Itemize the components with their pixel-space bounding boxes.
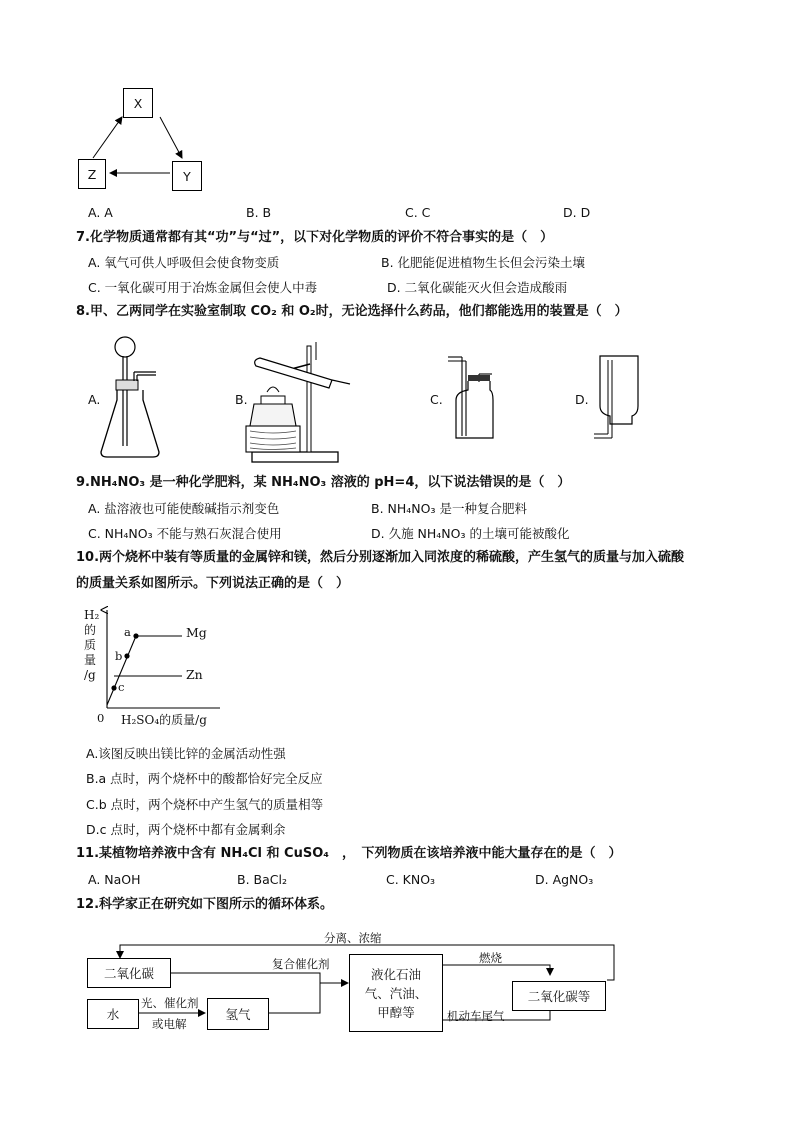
q10-point-b xyxy=(124,653,129,658)
q12-box-fuels-line3: 甲醇等 xyxy=(377,1004,415,1020)
q10-y-label-2: 的 xyxy=(84,623,97,637)
q12-box-co2-etc-label: 二氧化碳等 xyxy=(527,989,591,1004)
q12-box-hydrogen-label: 氢气 xyxy=(225,1007,251,1022)
q6-node-x-label: X xyxy=(133,95,143,111)
q10-point-a xyxy=(133,633,138,638)
q10-point-c xyxy=(111,685,116,690)
q10-series-mg: Mg xyxy=(186,625,207,640)
q11-stem: 11.某植物培养液中含有 NH₄Cl 和 CuSO₄ ， 下列物质在该培养液中能大量存在的是（ ） xyxy=(76,846,622,861)
q12-box-fuels-line2: 气、汽油、 xyxy=(364,985,428,1001)
q9-option-a: A. 盐溶液也可能使酸碱指示剂变色 xyxy=(88,501,280,516)
q12-label-catalyst: 复合催化剂 xyxy=(272,957,330,971)
q10-label-a: a xyxy=(124,625,131,639)
q6-node-x xyxy=(123,88,153,118)
q6-option-c: C. C xyxy=(405,205,431,220)
q6-option-d: D. D xyxy=(563,205,591,220)
q11-option-d: D. AgNO₃ xyxy=(535,872,594,887)
q10-stem-line1: 10.两个烧杯中装有等质量的金属锌和镁，然后分别逐渐加入同浓度的稀硫酸，产生氢气的质量与加入硫酸 xyxy=(76,550,685,565)
q10-y-label-4: 量 xyxy=(84,653,97,667)
q10-y-label-5: /g xyxy=(84,668,96,682)
q6-node-z-label: Z xyxy=(87,166,97,182)
q12-box-hydrogen xyxy=(207,998,269,1030)
q7-option-d: D. 二氧化碳能灭火但会造成酸雨 xyxy=(387,280,568,295)
q6-node-y-label: Y xyxy=(183,168,191,184)
q12-box-co2-etc xyxy=(512,981,606,1011)
q6-option-b: B. B xyxy=(246,205,272,220)
q10-rising-line xyxy=(107,636,136,705)
q6-option-a: A. A xyxy=(88,205,113,220)
q10-y-label-3: 质 xyxy=(84,638,97,652)
q10-stem-line2: 的质量关系如图所示。下列说法正确的是（ ） xyxy=(76,576,350,591)
q10-option-a: A.该图反映出镁比锌的金属活动性强 xyxy=(86,746,286,761)
q10-origin: 0 xyxy=(97,711,105,725)
q10-x-label: H₂SO₄的质量/g xyxy=(121,713,207,727)
q7-option-b: B. 化肥能促进植物生长但会污染土壤 xyxy=(381,255,586,270)
q8-option-a: A. xyxy=(88,392,101,407)
q10-option-d: D.c 点时，两个烧杯中都有金属剩余 xyxy=(86,822,286,837)
q8-option-c: C. xyxy=(430,392,443,407)
q7-stem: 7.化学物质通常都有其“功”与“过”，以下对化学物质的评价不符合事实的是（ ） xyxy=(76,230,554,245)
q8-option-d: D. xyxy=(575,392,589,407)
q8-apparatus-a-flask xyxy=(98,334,170,460)
q12-box-fuels-line1: 液化石油 xyxy=(370,966,421,982)
q9-option-b: B. NH₄NO₃ 是一种复合肥料 xyxy=(371,501,527,516)
q9-stem: 9.NH₄NO₃ 是一种化学肥料，某 NH₄NO₃ 溶液的 pH=4，以下说法错误的是（ ） xyxy=(76,475,571,490)
q10-y-label-1: H₂ xyxy=(84,608,100,622)
q10-option-c: C.b 点时，两个烧杯中产生氢气的质量相等 xyxy=(86,797,324,812)
q8-stem: 8.甲、乙两同学在实验室制取 CO₂ 和 O₂时，无论选择什么药品，他们都能选用的装置是（ ） xyxy=(76,304,628,319)
q7-option-a: A. 氧气可供人呼吸但会使食物变质 xyxy=(88,255,280,270)
q12-label-separate: 分离、浓缩 xyxy=(324,931,382,945)
q12-box-water xyxy=(87,999,139,1029)
q12-box-co2 xyxy=(87,958,171,988)
q12-box-co2-label: 二氧化碳 xyxy=(103,966,154,981)
q12-label-burn: 燃烧 xyxy=(479,951,502,965)
q11-option-a: A. NaOH xyxy=(88,872,141,887)
q10-label-b: b xyxy=(115,649,123,663)
q8-option-b: B. xyxy=(235,392,248,407)
q6-node-y xyxy=(172,161,202,191)
q12-stem: 12.科学家正在研究如下图所示的循环体系。 xyxy=(76,897,334,912)
q12-box-fuels xyxy=(349,954,443,1032)
q7-option-c: C. 一氧化碳可用于冶炼金属但会使人中毒 xyxy=(88,280,318,295)
q9-option-d: D. 久施 NH₄NO₃ 的土壤可能被酸化 xyxy=(371,526,570,541)
q10-series-zn: Zn xyxy=(186,667,203,682)
q12-label-light-2: 或电解 xyxy=(152,1017,187,1031)
q8-apparatus-d-inverted-bottle xyxy=(592,354,644,444)
q12-label-exhaust: 机动车尾气 xyxy=(447,1009,505,1023)
q11-option-b: B. BaCl₂ xyxy=(237,872,287,887)
q12-label-light-1: 光、催化剂 xyxy=(141,996,199,1010)
q9-option-c: C. NH₄NO₃ 不能与熟石灰混合使用 xyxy=(88,526,282,541)
q12-box-water-label: 水 xyxy=(106,1007,120,1022)
q10-option-b: B.a 点时，两个烧杯中的酸都恰好完全反应 xyxy=(86,771,323,786)
q6-node-z xyxy=(78,159,106,189)
q8-apparatus-b-heating xyxy=(240,334,358,466)
q10-y-label xyxy=(84,608,99,683)
q8-apparatus-c-bottle xyxy=(446,352,496,442)
q11-option-c: C. KNO₃ xyxy=(386,872,436,887)
q10-label-c: c xyxy=(118,680,125,694)
